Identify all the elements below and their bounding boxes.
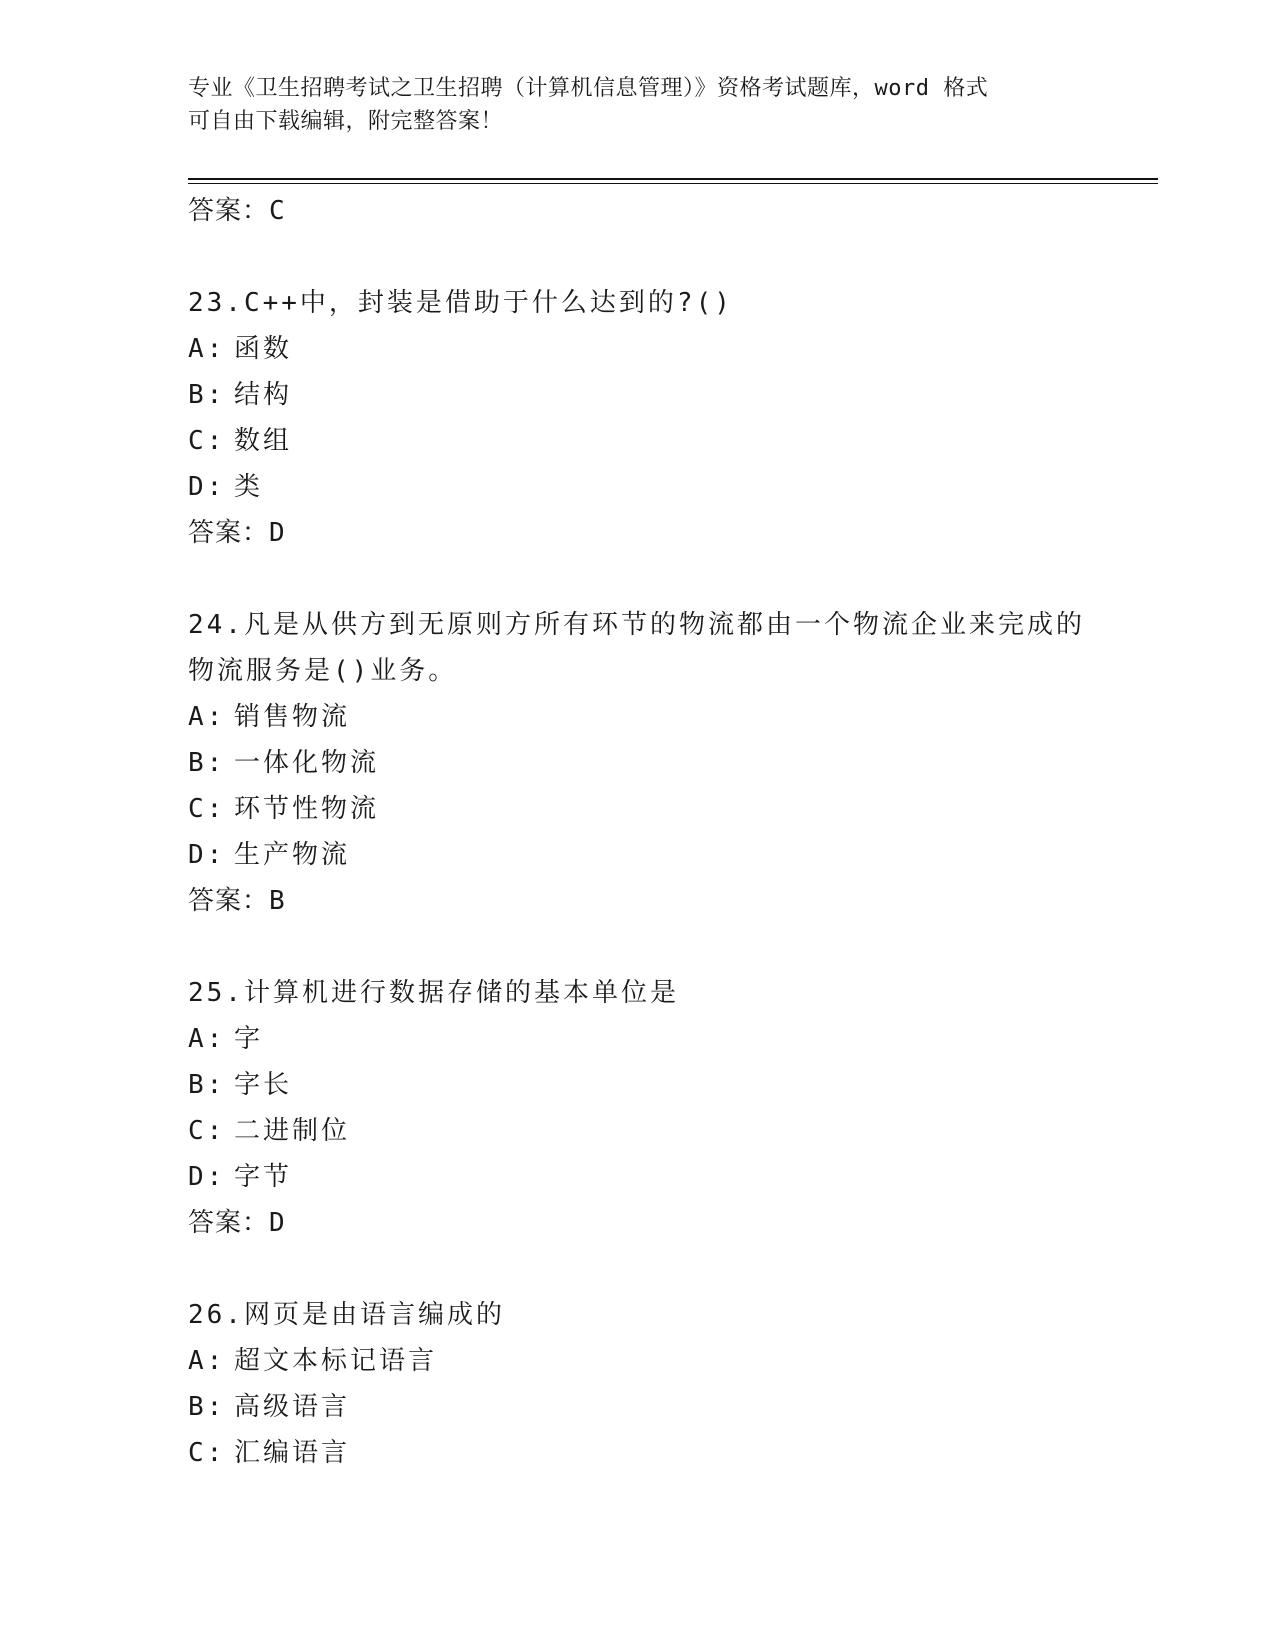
option-letter: B: (188, 1392, 226, 1422)
question-26 (188, 1292, 1088, 1476)
option-letter: B: (188, 1070, 226, 1100)
option-text: 生产物流 (234, 840, 351, 870)
option-a (188, 694, 1088, 740)
option-c (188, 786, 1088, 832)
option-b (188, 1062, 1088, 1108)
option-letter: C: (188, 794, 226, 824)
answer-line: 答案：D (188, 1208, 286, 1238)
header-rule-thick (188, 178, 1158, 180)
spacer (188, 924, 1088, 970)
option-text: 字节 (234, 1162, 293, 1192)
option-c (188, 1108, 1088, 1154)
previous-answer: 答案：C (188, 196, 286, 226)
option-text: 类 (234, 472, 264, 502)
option-text: 一体化物流 (234, 748, 380, 778)
option-text: 销售物流 (234, 702, 351, 732)
question-list (188, 188, 1088, 1476)
option-letter: B: (188, 380, 226, 410)
option-c (188, 1430, 1088, 1476)
option-text: 二进制位 (234, 1116, 351, 1146)
option-letter: D: (188, 840, 226, 870)
option-a (188, 326, 1088, 372)
option-d (188, 464, 1088, 510)
option-letter: C: (188, 1438, 226, 1468)
question-text: 23.C++中，封装是借助于什么达到的?() (188, 288, 733, 318)
option-d (188, 832, 1088, 878)
option-c (188, 418, 1088, 464)
question-24 (188, 602, 1088, 924)
option-a (188, 1016, 1088, 1062)
option-text: 结构 (234, 380, 293, 410)
option-letter: B: (188, 748, 226, 778)
option-letter: D: (188, 472, 226, 502)
spacer (188, 234, 1088, 280)
option-b (188, 1384, 1088, 1430)
option-text: 高级语言 (234, 1392, 351, 1422)
option-text: 汇编语言 (234, 1438, 351, 1468)
option-text: 超文本标记语言 (234, 1346, 438, 1376)
question-text: 26.网页是由语言编成的 (188, 1300, 505, 1330)
answer-line: 答案：D (188, 518, 286, 548)
header-line-1: 专业《卫生招聘考试之卫生招聘（计算机信息管理）》资格考试题库，word 格式 (188, 76, 989, 101)
option-d (188, 1154, 1088, 1200)
question-text-continued: 物流服务是()业务。 (188, 656, 458, 686)
question-text: 25.计算机进行数据存储的基本单位是 (188, 978, 679, 1008)
spacer (188, 1246, 1088, 1292)
option-letter: C: (188, 426, 226, 456)
option-text: 数组 (234, 426, 293, 456)
option-text: 函数 (234, 334, 293, 364)
option-text: 字 (234, 1024, 264, 1054)
option-letter: A: (188, 702, 226, 732)
option-letter: A: (188, 1346, 226, 1376)
answer-line: 答案：B (188, 886, 286, 916)
spacer (188, 556, 1088, 602)
question-text: 24.凡是从供方到无原则方所有环节的物流都由一个物流企业来完成的 (188, 610, 1085, 640)
option-letter: A: (188, 1024, 226, 1054)
option-b (188, 740, 1088, 786)
document-header (188, 72, 1088, 138)
option-text: 字长 (234, 1070, 293, 1100)
header-rule-thin (188, 183, 1158, 184)
question-23 (188, 280, 1088, 556)
question-25 (188, 970, 1088, 1246)
option-letter: A: (188, 334, 226, 364)
option-b (188, 372, 1088, 418)
option-letter: C: (188, 1116, 226, 1146)
option-a (188, 1338, 1088, 1384)
header-line-2: 可自由下载编辑，附完整答案！ (188, 109, 504, 134)
option-text: 环节性物流 (234, 794, 380, 824)
option-letter: D: (188, 1162, 226, 1192)
